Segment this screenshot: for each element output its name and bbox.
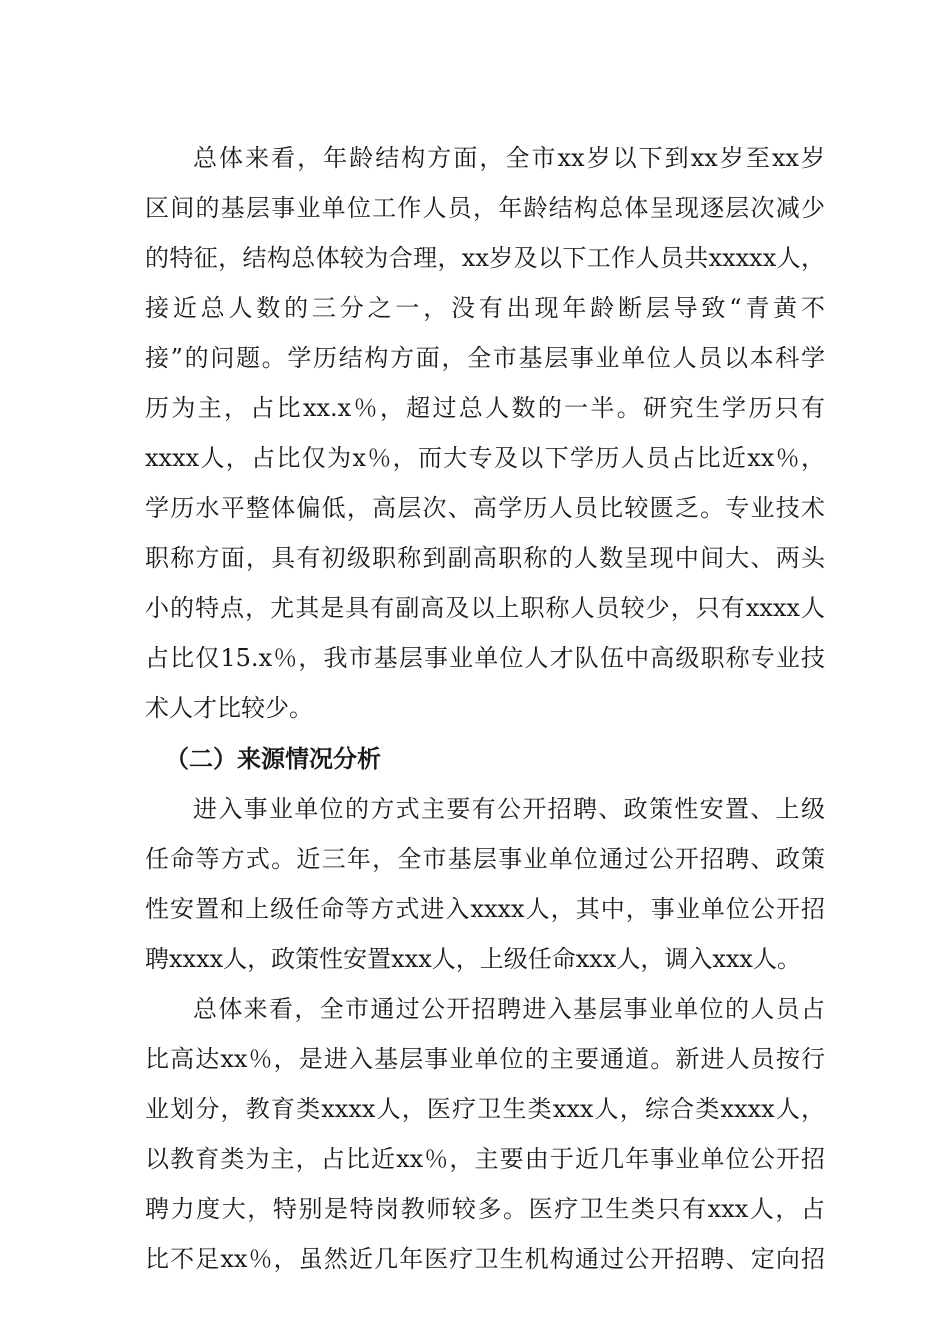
para1-line-1: 总体来看，年龄结构方面，全市xx岁以下到xx岁至xx岁 (193, 144, 825, 172)
para3-line-3: 业划分，教育类xxxx人，医疗卫生类xxx人，综合类xxxx人， (145, 1095, 825, 1123)
para2-line-2: 任命等方式。近三年，全市基层事业单位通过公开招聘、政策 (145, 845, 825, 873)
para1-line-11: 占比仅15.x％，我市基层事业单位人才队伍中高级职称专业技 (145, 644, 825, 672)
para3-line-5: 聘力度大，特别是特岗教师较多。医疗卫生类只有xxx人，占 (145, 1195, 825, 1223)
para1-line-8: 学历水平整体偏低，高层次、高学历人员比较匮乏。专业技术 (145, 494, 825, 522)
para2-line-1: 进入事业单位的方式主要有公开招聘、政策性安置、上级 (193, 795, 825, 823)
para1-line-5: 接”的问题。学历结构方面，全市基层事业单位人员以本科学 (145, 344, 825, 372)
para3-line-1: 总体来看，全市通过公开招聘进入基层事业单位的人员占 (193, 995, 825, 1023)
section-heading-sources: （二）来源情况分析 (165, 745, 381, 773)
para1-line-6: 历为主，占比xx.x％，超过总人数的一半。研究生学历只有 (145, 394, 825, 422)
para1-line-12: 术人才比较少。 (145, 694, 313, 722)
para1-line-3: 的特征，结构总体较为合理，xx岁及以下工作人员共xxxxx人， (145, 244, 825, 272)
para1-line-2: 区间的基层事业单位工作人员，年龄结构总体呈现逐层次减少 (145, 194, 825, 222)
para1-line-7: xxxx人，占比仅为x％，而大专及以下学历人员占比近xx％， (145, 444, 825, 472)
para3-line-2: 比高达xx％，是进入基层事业单位的主要通道。新进人员按行 (145, 1045, 825, 1073)
para1-line-4: 接近总人数的三分之一，没有出现年龄断层导致“青黄不 (145, 294, 825, 322)
para3-line-6: 比不足xx％，虽然近几年医疗卫生机构通过公开招聘、定向招 (145, 1245, 825, 1273)
para3-line-4: 以教育类为主，占比近xx％，主要由于近几年事业单位公开招 (145, 1145, 825, 1173)
para2-line-3: 性安置和上级任命等方式进入xxxx人，其中，事业单位公开招 (145, 895, 825, 923)
para1-line-10: 小的特点，尤其是具有副高及以上职称人员较少，只有xxxx人 (145, 594, 825, 622)
para1-line-9: 职称方面，具有初级职称到副高职称的人数呈现中间大、两头 (145, 544, 825, 572)
para2-line-4: 聘xxxx人，政策性安置xxx人，上级任命xxx人，调入xxx人。 (145, 945, 801, 973)
